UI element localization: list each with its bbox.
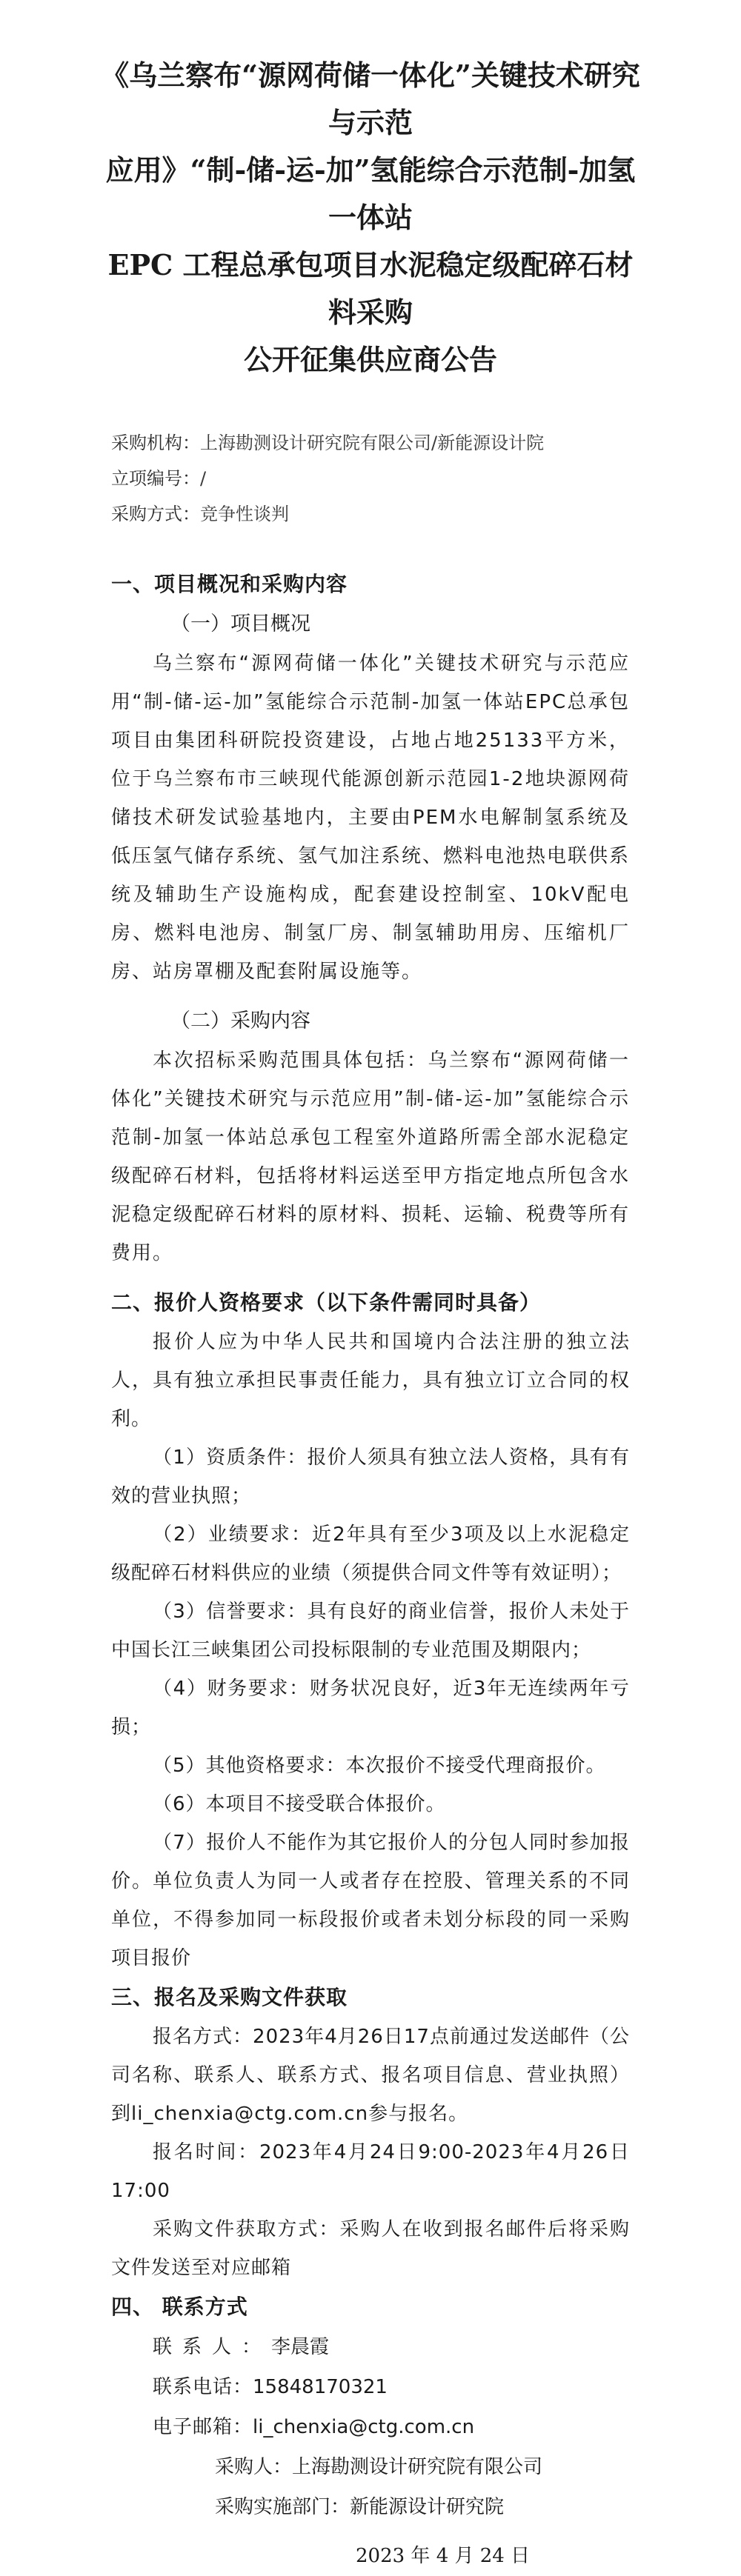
- contact-phone-label: 联系电话：: [153, 2376, 253, 2398]
- section-1-para-2: 本次招标采购范围具体包括：乌兰察布“源网荷储一体化”关键技术研究与示范应用”制-储-运-加”氢能综合示范制-加氢一体站总承包工程室外道路所需全部水泥稳定级配碎石材料，包括将材料运送至甲方指定地点所包含水泥稳定级配碎石材料的原材料、损耗、运输、税费等所有费用。: [111, 1050, 631, 1264]
- meta-org: [111, 425, 630, 461]
- title-line-1: 《乌兰察布“源网荷储一体化”关键技术研究与示范: [101, 59, 640, 139]
- meta-org-value: 上海勘测设计研究院有限公司/新能源设计院: [200, 433, 545, 453]
- section-4-heading: 四、 联系方式: [111, 2295, 248, 2319]
- contact-phone-row: [111, 2367, 630, 2407]
- contact-email-value[interactable]: li_chenxia@ctg.com.cn: [253, 2416, 475, 2438]
- section-2-intro: 报价人应为中华人民共和国境内合法注册的独立法人，具有独立承担民事责任能力，具有独立订立合同的权利。: [111, 1331, 630, 1430]
- contact-person-row: [111, 2327, 630, 2367]
- signature-purchaser-value: 上海勘测设计研究院有限公司: [292, 2456, 543, 2478]
- section-2-item-3: （3）信誉要求：具有良好的商业信誉，报价人未处于中国长江三峡集团公司投标限制的专业范围及期限内；: [111, 1601, 630, 1661]
- signature-dept-value: 新能源设计研究院: [350, 2496, 505, 2518]
- contact-email-label: 电子邮箱：: [153, 2416, 253, 2438]
- section-1-sub-2: （二）采购内容: [170, 1010, 310, 1032]
- section-2-item-1: （1）资质条件：报价人须具有独立法人资格，具有有效的营业执照；: [111, 1447, 630, 1507]
- section-3-signup-time: 报名时间：2023年4月24日9:00-2023年4月26日17:00: [111, 2141, 630, 2202]
- section-3-signup-method: 报名方式：2023年4月26日17点前通过发送邮件（公司名称、联系人、联系方式、报名项目信息、营业执照）到li_chenxia@ctg.com.cn参与报名。: [111, 2026, 630, 2125]
- signature-date: 2023 年 4 月 24 日: [356, 2545, 531, 2567]
- section-2-item-4: （4）财务要求：财务状况良好，近3年无连续两年亏损；: [111, 1678, 630, 1738]
- contact-phone-value: 15848170321: [253, 2376, 388, 2398]
- title-line-2: 应用》“制-储-运-加”氢能综合示范制-加氢一体站: [105, 153, 636, 234]
- section-2-item-7: （7）报价人不能作为其它报价人的分包人同时参加报价。单位负责人为同一人或者存在控股、管理关系的不同单位，不得参加同一标段报价或者未划分标段的同一采购项目报价: [111, 1832, 630, 1969]
- contact-email-row: [111, 2407, 630, 2447]
- section-2-item-6: （6）本项目不接受联合体报价。: [153, 1793, 446, 1815]
- section-1-heading: 一、项目概况和采购内容: [111, 572, 348, 596]
- signature-dept: [111, 2487, 630, 2527]
- section-3-heading: 三、报名及采购文件获取: [111, 1985, 348, 2009]
- section-1-sub-1: （一）项目概况: [170, 613, 310, 635]
- section-2-item-5: （5）其他资格要求：本次报价不接受代理商报价。: [153, 1755, 606, 1777]
- meta-method: [111, 496, 630, 532]
- section-3-doc-access: 采购文件获取方式：采购人在收到报名邮件后将采购文件发送至对应邮箱: [111, 2218, 630, 2279]
- section-2-heading: 二、报价人资格要求（以下条件需同时具备）: [111, 1290, 542, 1315]
- meta-project-no: [111, 461, 630, 496]
- signature-purchaser: [111, 2447, 630, 2487]
- title-line-4: 公开征集供应商公告: [243, 343, 497, 376]
- meta-project-no-value: /: [200, 468, 207, 489]
- meta-project-no-label: 立项编号：: [111, 468, 200, 489]
- meta-block: [111, 425, 630, 532]
- title-line-3: EPC 工程总承包项目水泥稳定级配碎石材料采购: [107, 248, 634, 329]
- page-title: [96, 52, 645, 384]
- meta-method-label: 采购方式：: [111, 504, 200, 524]
- contact-person-value: 李晨霞: [271, 2336, 330, 2358]
- section-2-item-2: （2）业绩要求：近2年具有至少3项及以上水泥稳定级配碎石材料供应的业绩（须提供合同文件等有效证明）；: [111, 1524, 630, 1584]
- contact-person-label: 联系人：: [153, 2336, 272, 2358]
- signature-dept-label: 采购实施部门：: [215, 2496, 350, 2518]
- section-1-para-1: 乌兰察布“源网荷储一体化”关键技术研究与示范应用“制-储-运-加”氢能综合示范制-加氢一体站EPC总承包项目由集团科研院投资建设，占地占地25133平方米，位于乌兰察布市三峡现代能源创新示范园1-2地块源网荷储技术研发试验基地内，主要由PEM水电解制氢系统及低压氢气储存系统、氢气加注系统、燃料电池热电联供系统及辅助生产设施构成，配套建设控制室、10kV配电房、燃料电池房、制氢厂房、制氢辅助用房、压缩机厂房、站房罩棚及配套附属设施等。: [111, 653, 631, 983]
- signature-purchaser-label: 采购人：: [215, 2456, 293, 2478]
- meta-method-value: 竞争性谈判: [200, 504, 289, 524]
- meta-org-label: 采购机构：: [111, 433, 200, 453]
